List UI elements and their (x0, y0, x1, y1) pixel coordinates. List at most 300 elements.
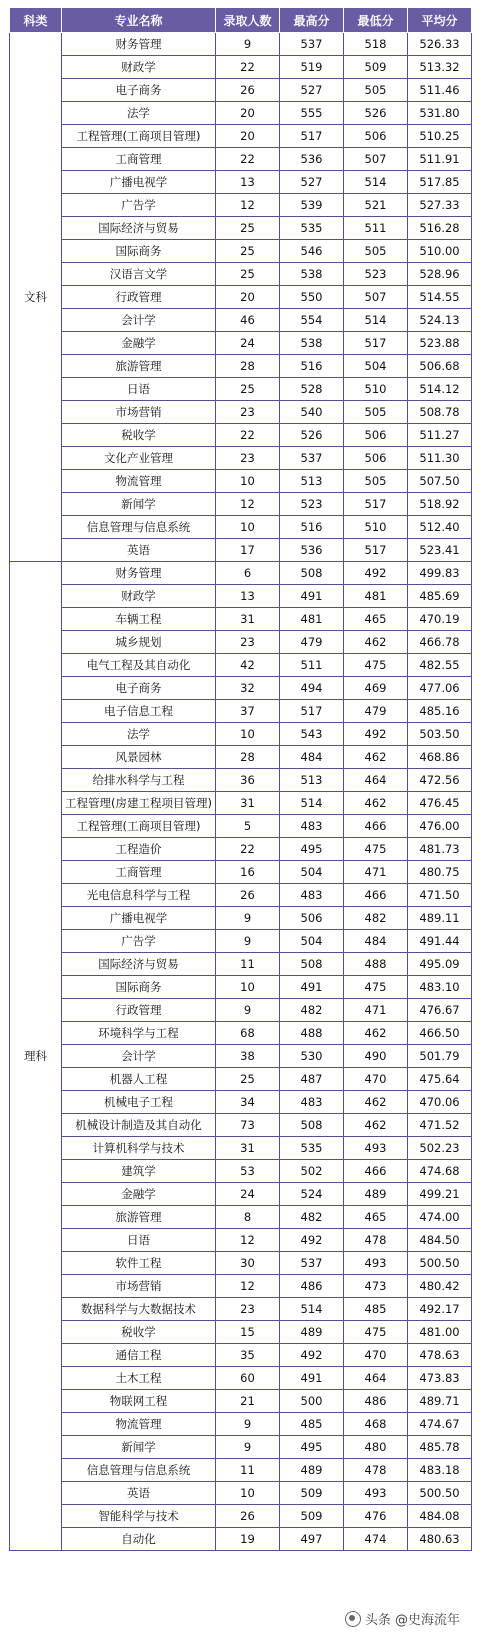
header-min-score: 最低分 (344, 8, 408, 33)
max-score-cell: 508 (280, 562, 344, 585)
major-cell: 工程管理(工商项目管理) (62, 815, 216, 838)
max-score-cell: 481 (280, 608, 344, 631)
admitted-count-cell: 25 (216, 1068, 280, 1091)
admitted-count-cell: 35 (216, 1344, 280, 1367)
max-score-cell: 539 (280, 194, 344, 217)
avg-score-cell: 499.83 (408, 562, 472, 585)
admitted-count-cell: 9 (216, 1413, 280, 1436)
major-cell: 日语 (62, 1229, 216, 1252)
min-score-cell: 481 (344, 585, 408, 608)
max-score-cell: 479 (280, 631, 344, 654)
max-score-cell: 523 (280, 493, 344, 516)
admitted-count-cell: 20 (216, 286, 280, 309)
table-row (10, 1298, 472, 1321)
max-score-cell: 511 (280, 654, 344, 677)
min-score-cell: 474 (344, 1528, 408, 1551)
min-score-cell: 485 (344, 1298, 408, 1321)
table-row (10, 1252, 472, 1275)
avg-score-cell: 484.08 (408, 1505, 472, 1528)
major-cell: 财政学 (62, 585, 216, 608)
avg-score-cell: 466.50 (408, 1022, 472, 1045)
min-score-cell: 462 (344, 792, 408, 815)
major-cell: 智能科学与技术 (62, 1505, 216, 1528)
max-score-cell: 483 (280, 815, 344, 838)
min-score-cell: 465 (344, 608, 408, 631)
admitted-count-cell: 53 (216, 1160, 280, 1183)
avg-score-cell: 510.25 (408, 125, 472, 148)
min-score-cell: 488 (344, 953, 408, 976)
major-cell: 国际商务 (62, 240, 216, 263)
min-score-cell: 475 (344, 1321, 408, 1344)
admitted-count-cell: 10 (216, 723, 280, 746)
major-cell: 英语 (62, 1482, 216, 1505)
admission-scores-table (9, 7, 472, 1551)
max-score-cell: 517 (280, 125, 344, 148)
min-score-cell: 486 (344, 1390, 408, 1413)
admitted-count-cell: 9 (216, 33, 280, 56)
table-row (10, 332, 472, 355)
table-row (10, 838, 472, 861)
header-admitted-count: 录取人数 (216, 8, 280, 33)
major-cell: 市场营销 (62, 1275, 216, 1298)
admitted-count-cell: 17 (216, 539, 280, 562)
max-score-cell: 519 (280, 56, 344, 79)
admitted-count-cell: 22 (216, 424, 280, 447)
table-row (10, 585, 472, 608)
table-row (10, 700, 472, 723)
max-score-cell: 537 (280, 447, 344, 470)
table-row (10, 1413, 472, 1436)
table-row (10, 1229, 472, 1252)
max-score-cell: 485 (280, 1413, 344, 1436)
max-score-cell: 487 (280, 1068, 344, 1091)
min-score-cell: 466 (344, 815, 408, 838)
min-score-cell: 475 (344, 976, 408, 999)
admitted-count-cell: 32 (216, 677, 280, 700)
max-score-cell: 524 (280, 1183, 344, 1206)
admitted-count-cell: 15 (216, 1321, 280, 1344)
avg-score-cell: 474.68 (408, 1160, 472, 1183)
avg-score-cell: 480.63 (408, 1528, 472, 1551)
avg-score-cell: 511.91 (408, 148, 472, 171)
max-score-cell: 489 (280, 1459, 344, 1482)
min-score-cell: 504 (344, 355, 408, 378)
admitted-count-cell: 28 (216, 355, 280, 378)
admitted-count-cell: 28 (216, 746, 280, 769)
table-row (10, 1390, 472, 1413)
max-score-cell: 489 (280, 1321, 344, 1344)
admitted-count-cell: 20 (216, 125, 280, 148)
admitted-count-cell: 23 (216, 1298, 280, 1321)
table-row (10, 1160, 472, 1183)
major-cell: 机器人工程 (62, 1068, 216, 1091)
major-cell: 旅游管理 (62, 1206, 216, 1229)
min-score-cell: 505 (344, 79, 408, 102)
watermark (345, 1609, 460, 1628)
avg-score-cell: 512.40 (408, 516, 472, 539)
max-score-cell: 495 (280, 1436, 344, 1459)
avg-score-cell: 506.68 (408, 355, 472, 378)
min-score-cell: 509 (344, 56, 408, 79)
max-score-cell: 530 (280, 1045, 344, 1068)
table-row (10, 976, 472, 999)
table-row (10, 792, 472, 815)
major-cell: 电子信息工程 (62, 700, 216, 723)
major-cell: 英语 (62, 539, 216, 562)
table-row (10, 562, 472, 585)
avg-score-cell: 501.79 (408, 1045, 472, 1068)
major-cell: 自动化 (62, 1528, 216, 1551)
major-cell: 财政学 (62, 56, 216, 79)
major-cell: 国际经济与贸易 (62, 953, 216, 976)
avg-score-cell: 511.27 (408, 424, 472, 447)
max-score-cell: 535 (280, 1137, 344, 1160)
table-row (10, 677, 472, 700)
major-cell: 新闻学 (62, 1436, 216, 1459)
avg-score-cell: 483.10 (408, 976, 472, 999)
avg-score-cell: 481.73 (408, 838, 472, 861)
admitted-count-cell: 38 (216, 1045, 280, 1068)
min-score-cell: 505 (344, 401, 408, 424)
avg-score-cell: 485.78 (408, 1436, 472, 1459)
min-score-cell: 471 (344, 861, 408, 884)
admitted-count-cell: 25 (216, 217, 280, 240)
admitted-count-cell: 9 (216, 999, 280, 1022)
table-row (10, 723, 472, 746)
admitted-count-cell: 25 (216, 378, 280, 401)
table-row (10, 907, 472, 930)
max-score-cell: 538 (280, 332, 344, 355)
avg-score-cell: 514.55 (408, 286, 472, 309)
major-cell: 财务管理 (62, 33, 216, 56)
avg-score-cell: 500.50 (408, 1482, 472, 1505)
table-row (10, 355, 472, 378)
admitted-count-cell: 31 (216, 792, 280, 815)
avg-score-cell: 475.64 (408, 1068, 472, 1091)
max-score-cell: 536 (280, 539, 344, 562)
admitted-count-cell: 25 (216, 240, 280, 263)
min-score-cell: 468 (344, 1413, 408, 1436)
major-cell: 通信工程 (62, 1344, 216, 1367)
min-score-cell: 510 (344, 516, 408, 539)
min-score-cell: 517 (344, 539, 408, 562)
major-cell: 建筑学 (62, 1160, 216, 1183)
major-cell: 市场营销 (62, 401, 216, 424)
major-cell: 工商管理 (62, 148, 216, 171)
admitted-count-cell: 13 (216, 171, 280, 194)
table-row (10, 769, 472, 792)
table-body (10, 33, 472, 1551)
major-cell: 广播电视学 (62, 171, 216, 194)
admitted-count-cell: 12 (216, 1229, 280, 1252)
table-row (10, 1367, 472, 1390)
major-cell: 土木工程 (62, 1367, 216, 1390)
major-cell: 机械电子工程 (62, 1091, 216, 1114)
max-score-cell: 516 (280, 516, 344, 539)
max-score-cell: 492 (280, 1344, 344, 1367)
admitted-count-cell: 6 (216, 562, 280, 585)
major-cell: 光电信息科学与工程 (62, 884, 216, 907)
admitted-count-cell: 9 (216, 907, 280, 930)
major-cell: 工程管理(房建工程项目管理) (62, 792, 216, 815)
admitted-count-cell: 5 (216, 815, 280, 838)
table-row (10, 33, 472, 56)
max-score-cell: 526 (280, 424, 344, 447)
max-score-cell: 508 (280, 953, 344, 976)
major-cell: 计算机科学与技术 (62, 1137, 216, 1160)
avg-score-cell: 516.28 (408, 217, 472, 240)
admitted-count-cell: 9 (216, 930, 280, 953)
admitted-count-cell: 12 (216, 493, 280, 516)
avg-score-cell: 484.50 (408, 1229, 472, 1252)
admitted-count-cell: 10 (216, 976, 280, 999)
min-score-cell: 462 (344, 1022, 408, 1045)
admitted-count-cell: 42 (216, 654, 280, 677)
max-score-cell: 508 (280, 1114, 344, 1137)
table-row (10, 1482, 472, 1505)
min-score-cell: 493 (344, 1252, 408, 1275)
table-row (10, 861, 472, 884)
admitted-count-cell: 26 (216, 79, 280, 102)
admitted-count-cell: 30 (216, 1252, 280, 1275)
min-score-cell: 523 (344, 263, 408, 286)
admitted-count-cell: 10 (216, 516, 280, 539)
major-cell: 税收学 (62, 424, 216, 447)
avg-score-cell: 518.92 (408, 493, 472, 516)
category-cell: 理科 (10, 562, 62, 1551)
table-row (10, 194, 472, 217)
table-row (10, 1068, 472, 1091)
avg-score-cell: 500.50 (408, 1252, 472, 1275)
avg-score-cell: 470.06 (408, 1091, 472, 1114)
table-row (10, 217, 472, 240)
major-cell: 金融学 (62, 332, 216, 355)
admitted-count-cell: 26 (216, 884, 280, 907)
min-score-cell: 471 (344, 999, 408, 1022)
admitted-count-cell: 10 (216, 470, 280, 493)
table-row (10, 263, 472, 286)
avg-score-cell: 528.96 (408, 263, 472, 286)
max-score-cell: 488 (280, 1022, 344, 1045)
min-score-cell: 462 (344, 746, 408, 769)
min-score-cell: 476 (344, 1505, 408, 1528)
avg-score-cell: 523.88 (408, 332, 472, 355)
max-score-cell: 537 (280, 33, 344, 56)
admitted-count-cell: 21 (216, 1390, 280, 1413)
avg-score-cell: 510.00 (408, 240, 472, 263)
min-score-cell: 484 (344, 930, 408, 953)
major-cell: 电气工程及其自动化 (62, 654, 216, 677)
table-row (10, 125, 472, 148)
avg-score-cell: 495.09 (408, 953, 472, 976)
min-score-cell: 480 (344, 1436, 408, 1459)
max-score-cell: 540 (280, 401, 344, 424)
major-cell: 新闻学 (62, 493, 216, 516)
max-score-cell: 502 (280, 1160, 344, 1183)
major-cell: 工商管理 (62, 861, 216, 884)
admitted-count-cell: 10 (216, 1482, 280, 1505)
major-cell: 软件工程 (62, 1252, 216, 1275)
max-score-cell: 497 (280, 1528, 344, 1551)
table-row (10, 148, 472, 171)
avg-score-cell: 527.33 (408, 194, 472, 217)
max-score-cell: 504 (280, 861, 344, 884)
table-row (10, 1344, 472, 1367)
admitted-count-cell: 34 (216, 1091, 280, 1114)
table-row (10, 1528, 472, 1551)
min-score-cell: 462 (344, 1114, 408, 1137)
admitted-count-cell: 73 (216, 1114, 280, 1137)
table-row (10, 79, 472, 102)
max-score-cell: 527 (280, 79, 344, 102)
min-score-cell: 470 (344, 1068, 408, 1091)
table-row (10, 56, 472, 79)
min-score-cell: 462 (344, 631, 408, 654)
min-score-cell: 505 (344, 470, 408, 493)
table-row (10, 884, 472, 907)
admitted-count-cell: 24 (216, 332, 280, 355)
min-score-cell: 478 (344, 1229, 408, 1252)
admitted-count-cell: 19 (216, 1528, 280, 1551)
avg-score-cell: 476.00 (408, 815, 472, 838)
max-score-cell: 484 (280, 746, 344, 769)
major-cell: 广播电视学 (62, 907, 216, 930)
table-row (10, 631, 472, 654)
major-cell: 金融学 (62, 1183, 216, 1206)
min-score-cell: 507 (344, 148, 408, 171)
min-score-cell: 511 (344, 217, 408, 240)
major-cell: 广告学 (62, 930, 216, 953)
avg-score-cell: 492.17 (408, 1298, 472, 1321)
max-score-cell: 513 (280, 470, 344, 493)
avg-score-cell: 471.50 (408, 884, 472, 907)
max-score-cell: 514 (280, 792, 344, 815)
table-row (10, 608, 472, 631)
major-cell: 车辆工程 (62, 608, 216, 631)
admitted-count-cell: 9 (216, 1436, 280, 1459)
min-score-cell: 492 (344, 723, 408, 746)
admitted-count-cell: 60 (216, 1367, 280, 1390)
major-cell: 城乡规划 (62, 631, 216, 654)
min-score-cell: 514 (344, 171, 408, 194)
major-cell: 物联网工程 (62, 1390, 216, 1413)
table-row (10, 1321, 472, 1344)
max-score-cell: 491 (280, 976, 344, 999)
avg-score-cell: 477.06 (408, 677, 472, 700)
max-score-cell: 504 (280, 930, 344, 953)
admitted-count-cell: 31 (216, 1137, 280, 1160)
table-row (10, 516, 472, 539)
table-row (10, 1114, 472, 1137)
major-cell: 国际商务 (62, 976, 216, 999)
min-score-cell: 479 (344, 700, 408, 723)
table-row (10, 1091, 472, 1114)
admitted-count-cell: 68 (216, 1022, 280, 1045)
max-score-cell: 494 (280, 677, 344, 700)
admitted-count-cell: 22 (216, 148, 280, 171)
avg-score-cell: 474.00 (408, 1206, 472, 1229)
table-row (10, 1137, 472, 1160)
table-row (10, 654, 472, 677)
major-cell: 财务管理 (62, 562, 216, 585)
admitted-count-cell: 23 (216, 401, 280, 424)
admitted-count-cell: 22 (216, 56, 280, 79)
admitted-count-cell: 31 (216, 608, 280, 631)
table-row (10, 171, 472, 194)
major-cell: 物流管理 (62, 1413, 216, 1436)
min-score-cell: 464 (344, 769, 408, 792)
major-cell: 物流管理 (62, 470, 216, 493)
avg-score-cell: 476.45 (408, 792, 472, 815)
avg-score-cell: 481.00 (408, 1321, 472, 1344)
major-cell: 旅游管理 (62, 355, 216, 378)
admitted-count-cell: 20 (216, 102, 280, 125)
admitted-count-cell: 12 (216, 194, 280, 217)
avg-score-cell: 511.30 (408, 447, 472, 470)
min-score-cell: 470 (344, 1344, 408, 1367)
major-cell: 信息管理与信息系统 (62, 516, 216, 539)
min-score-cell: 521 (344, 194, 408, 217)
avg-score-cell: 482.55 (408, 654, 472, 677)
admitted-count-cell: 37 (216, 700, 280, 723)
table-row (10, 286, 472, 309)
max-score-cell: 538 (280, 263, 344, 286)
admitted-count-cell: 36 (216, 769, 280, 792)
avg-score-cell: 480.42 (408, 1275, 472, 1298)
max-score-cell: 509 (280, 1505, 344, 1528)
avg-score-cell: 511.46 (408, 79, 472, 102)
min-score-cell: 506 (344, 125, 408, 148)
avg-score-cell: 474.67 (408, 1413, 472, 1436)
min-score-cell: 473 (344, 1275, 408, 1298)
min-score-cell: 517 (344, 493, 408, 516)
admitted-count-cell: 11 (216, 953, 280, 976)
admitted-count-cell: 11 (216, 1459, 280, 1482)
min-score-cell: 490 (344, 1045, 408, 1068)
avg-score-cell: 471.52 (408, 1114, 472, 1137)
max-score-cell: 483 (280, 884, 344, 907)
max-score-cell: 543 (280, 723, 344, 746)
max-score-cell: 517 (280, 700, 344, 723)
watermark-text: 头条 @史海流年 (364, 1613, 460, 1628)
max-score-cell: 528 (280, 378, 344, 401)
min-score-cell: 526 (344, 102, 408, 125)
max-score-cell: 492 (280, 1229, 344, 1252)
major-cell: 法学 (62, 102, 216, 125)
table-row (10, 930, 472, 953)
table-row (10, 240, 472, 263)
major-cell: 行政管理 (62, 286, 216, 309)
admission-scores-table-wrapper (9, 7, 471, 1551)
major-cell: 日语 (62, 378, 216, 401)
avg-score-cell: 470.19 (408, 608, 472, 631)
avg-score-cell: 503.50 (408, 723, 472, 746)
major-cell: 广告学 (62, 194, 216, 217)
admitted-count-cell: 23 (216, 631, 280, 654)
avg-score-cell: 514.12 (408, 378, 472, 401)
admitted-count-cell: 8 (216, 1206, 280, 1229)
table-row (10, 1206, 472, 1229)
avg-score-cell: 478.63 (408, 1344, 472, 1367)
min-score-cell: 517 (344, 332, 408, 355)
avg-score-cell: 489.11 (408, 907, 472, 930)
header-avg-score: 平均分 (408, 8, 472, 33)
admitted-count-cell: 46 (216, 309, 280, 332)
avg-score-cell: 476.67 (408, 999, 472, 1022)
major-cell: 会计学 (62, 1045, 216, 1068)
table-row (10, 424, 472, 447)
max-score-cell: 537 (280, 1252, 344, 1275)
